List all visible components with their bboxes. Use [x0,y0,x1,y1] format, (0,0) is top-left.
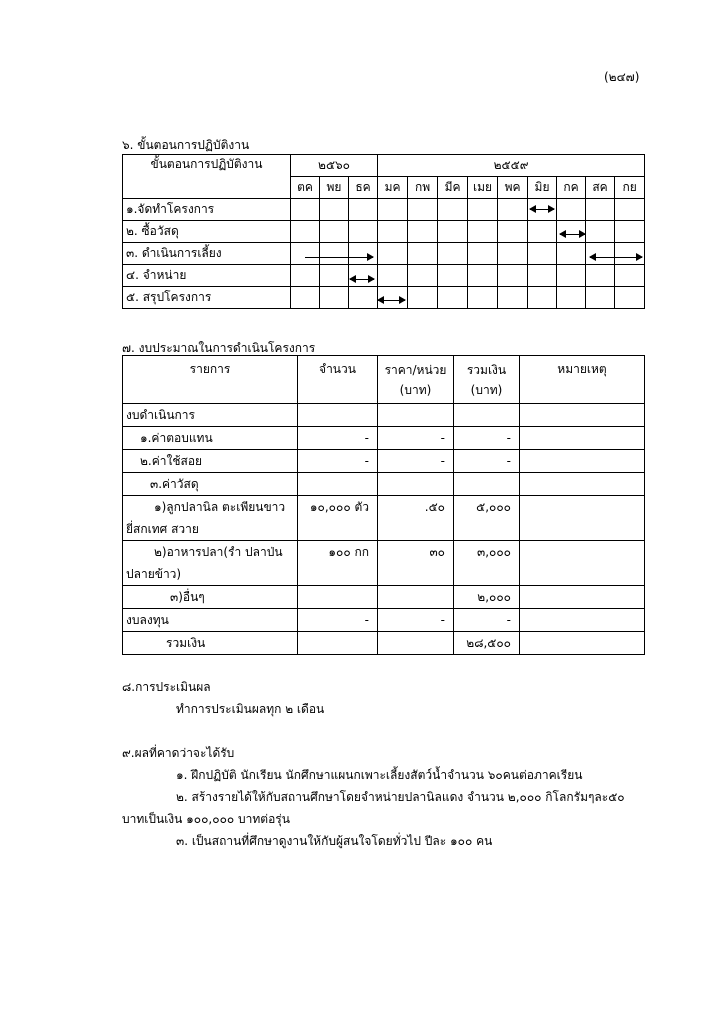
budget-qty: - [298,609,378,632]
schedule-step-label: ๒. ซื้อวัสดุ [123,221,291,243]
month-header: มีค [438,177,468,199]
schedule-step-label: ๔. จำหน่าย [123,265,291,287]
arrow-step5 [378,300,405,301]
budget-note [520,586,645,609]
budget-header-item: รายการ [123,356,298,404]
schedule-cell [468,199,498,221]
schedule-cell [615,287,645,309]
schedule-cell [586,221,615,243]
schedule-step-label: ๑.จัดทำโครงการ [123,199,291,221]
schedule-cell [438,287,468,309]
budget-total: - [454,450,520,473]
section-9-line1: ๑. ฝึกปฏิบัติ นักเรียน นักศึกษาแผนกเพาะเลี้ยงสัตว์น้ำจำนวน ๖๐คนต่อภาคเรียน [176,768,583,782]
arrow-step4 [350,279,374,280]
budget-item-label: งบลงทุน [126,613,169,627]
month-header: สค [586,177,615,199]
budget-price: - [378,427,454,450]
budget-price: - [378,450,454,473]
budget-item [123,427,298,450]
budget-item-label: ๓.ค่าวัสดุ [150,477,199,491]
schedule-cell [498,265,528,287]
budget-item-label: ๑.ค่าตอบแทน [140,431,213,445]
month-header: มิย [528,177,557,199]
schedule-cell [320,243,349,265]
budget-total: ๒,๐๐๐ [454,586,520,609]
schedule-cell [498,243,528,265]
budget-qty [298,404,378,427]
budget-note [520,496,645,541]
section-8-heading: ๘.การประเมินผล [122,680,211,694]
schedule-cell [349,199,378,221]
budget-price: .๕๐ [378,496,454,541]
schedule-cell [468,221,498,243]
budget-item-label-cont: ปลายข้าว) [126,567,182,581]
budget-price [378,586,454,609]
schedule-cell [378,199,408,221]
schedule-cell [320,221,349,243]
section-8-text: ทำการประเมินผลทุก ๒ เดือน [176,702,325,716]
section-9-heading: ๙.ผลที่คาดว่าจะได้รับ [122,746,235,760]
budget-item-label: ๒.ค่าใช้สอย [140,454,203,468]
schedule-cell [528,221,557,243]
budget-header-price [378,356,454,404]
budget-note [520,632,645,655]
budget-total: - [454,427,520,450]
budget-total [454,404,520,427]
budget-header-total-unit: (บาท) [470,383,503,397]
schedule-cell [320,287,349,309]
schedule-cell [349,221,378,243]
section-9-line3: ๓. เป็นสถานที่ศึกษาดูงานให้กับผู้สนใจโดยทั่วไป ปีละ ๑๐๐ คน [176,834,493,848]
schedule-cell [408,265,438,287]
budget-note [520,404,645,427]
budget-table [122,355,645,655]
section-9-line2b: บาทเป็นเงิน ๑๐๐,๐๐๐ บาทต่อรุ่น [122,812,290,826]
budget-item [123,609,298,632]
schedule-cell [320,199,349,221]
schedule-cell [378,221,408,243]
budget-item-label: รวมเงิน [166,636,206,650]
month-header: กพ [408,177,438,199]
budget-item [123,632,298,655]
budget-header-total [454,356,520,404]
schedule-cell [557,199,586,221]
schedule-cell [615,265,645,287]
budget-qty [298,632,378,655]
schedule-cell [378,243,408,265]
budget-row [123,609,645,632]
budget-price: - [378,609,454,632]
budget-note [520,427,645,450]
schedule-cell [291,243,320,265]
schedule-row [123,265,645,287]
budget-qty: ๑๐๐ กก [298,541,378,586]
budget-item-label-cont: ยี่สกเทศ สวาย [126,522,199,536]
schedule-cell [438,243,468,265]
budget-header-price-unit: (บาท) [399,383,432,397]
schedule-cell [498,287,528,309]
budget-item [123,473,298,496]
schedule-cell [408,199,438,221]
schedule-cell [349,287,378,309]
budget-row [123,450,645,473]
schedule-cell [557,243,586,265]
schedule-cell [586,287,615,309]
budget-qty: - [298,427,378,450]
schedule-cell [291,265,320,287]
schedule-cell [586,199,615,221]
budget-qty [298,586,378,609]
budget-total: ๒๘,๕๐๐ [454,632,520,655]
schedule-cell [498,221,528,243]
budget-item [123,450,298,473]
schedule-cell [291,221,320,243]
budget-header-note: หมายเหตุ [520,356,645,404]
budget-item-label: ๑)ลูกปลานิล ตะเพียนขาว [154,500,286,514]
schedule-cell [438,221,468,243]
schedule-cell [468,243,498,265]
schedule-cell [615,199,645,221]
budget-row [123,632,645,655]
schedule-step-label: ๓. ดำเนินการเลี้ยง [123,243,291,265]
section-7-heading: ๗. งบประมาณในการดำเนินโครงการ [122,341,316,355]
arrow-step1 [530,209,554,210]
budget-row [123,496,645,541]
schedule-cell [498,199,528,221]
budget-qty: - [298,450,378,473]
month-header: มค [378,177,408,199]
budget-price: ๓๐ [378,541,454,586]
schedule-cell [528,287,557,309]
budget-header-qty: จำนวน [298,356,378,404]
schedule-cell [528,243,557,265]
budget-item [123,586,298,609]
budget-row [123,404,645,427]
budget-qty: ๑๐,๐๐๐ ตัว [298,496,378,541]
month-header: เมย [468,177,498,199]
budget-item-label: งบดำเนินการ [126,408,195,422]
month-header: ตค [291,177,320,199]
budget-total: ๕,๐๐๐ [454,496,520,541]
budget-item-label: ๒)อาหารปลา(รำ ปลาป่น [154,545,283,559]
page-number: (๒๔๗) [604,70,640,84]
month-header: ธค [349,177,378,199]
schedule-row [123,243,645,265]
section-6-heading: ๖. ขั้นตอนการปฏิบัติงาน [122,138,250,152]
section-9-line2a: ๒. สร้างรายได้ให้กับสถานศึกษาโดยจำหน่ายปลานิลแดง จำนวน ๒,๐๐๐ กิโลกรัมๆละ๕๐ [176,790,625,804]
budget-item-label: ๓)อื่นๆ [170,590,205,604]
schedule-cell [291,199,320,221]
budget-total: ๓,๐๐๐ [454,541,520,586]
budget-row [123,427,645,450]
schedule-cell [408,243,438,265]
budget-note [520,609,645,632]
schedule-row [123,199,645,221]
schedule-table [122,154,645,309]
arrow-step2 [560,234,585,235]
budget-total [454,473,520,496]
schedule-cell [408,287,438,309]
month-header: พย [320,177,349,199]
schedule-cell [438,265,468,287]
budget-note [520,473,645,496]
budget-row [123,541,645,586]
budget-header-price-label: ราคา/หน่วย [384,363,447,377]
schedule-cell [378,265,408,287]
schedule-cell [468,265,498,287]
schedule-step-label: ๕. สรุปโครงการ [123,287,291,309]
arrow-step3-a [305,257,373,258]
budget-row [123,586,645,609]
schedule-cell [557,265,586,287]
schedule-header-label: ขั้นตอนการปฏิบัติงาน [123,155,291,199]
schedule-cell [615,221,645,243]
month-header: พค [498,177,528,199]
schedule-cell [408,221,438,243]
month-header: กย [615,177,645,199]
schedule-cell [468,287,498,309]
budget-qty [298,473,378,496]
year-2559: ๒๕๕๙ [378,155,645,177]
budget-item [123,404,298,427]
budget-price [378,632,454,655]
budget-note [520,541,645,586]
budget-price [378,404,454,427]
schedule-cell [557,287,586,309]
arrow-step3-b [590,257,642,258]
budget-row [123,473,645,496]
schedule-cell [291,287,320,309]
schedule-cell [528,265,557,287]
schedule-cell [320,265,349,287]
budget-item [123,496,298,541]
budget-header-total-label: รวมเงิน [466,363,507,377]
budget-item [123,541,298,586]
budget-price [378,473,454,496]
budget-note [520,450,645,473]
budget-total: - [454,609,520,632]
schedule-cell [438,199,468,221]
schedule-cell [586,265,615,287]
schedule-row [123,221,645,243]
month-header: กค [557,177,586,199]
year-2560: ๒๕๖๐ [291,155,378,177]
